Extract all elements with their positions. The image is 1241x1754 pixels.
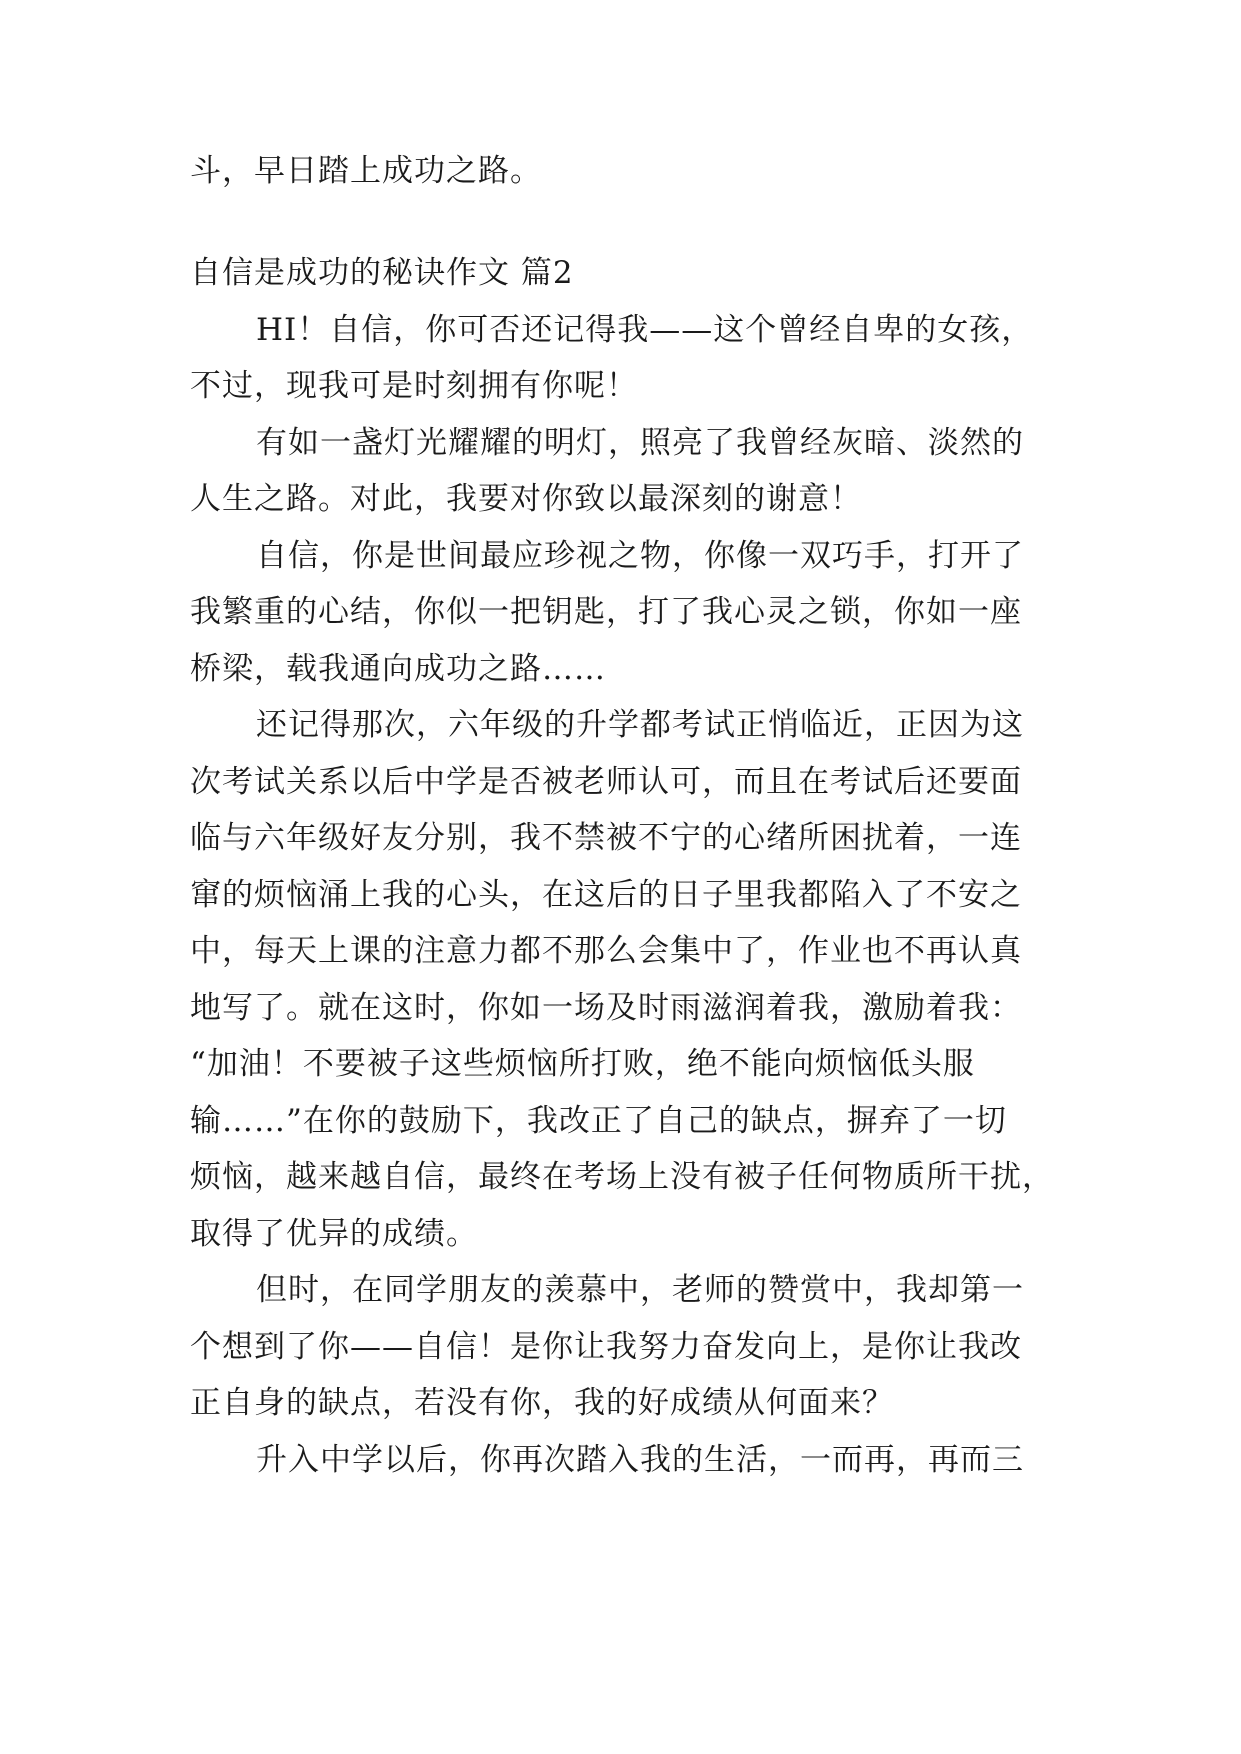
text-line: 正自身的缺点，若没有你，我的好成绩从何面来？	[190, 1385, 894, 1421]
text-line: 有如一盏灯光耀耀的明灯，照亮了我曾经灰暗、淡然的	[256, 425, 1024, 461]
text-line: 次考试关系以后中学是否被老师认可，而且在考试后还要面	[190, 764, 1022, 800]
text-line: 但时，在同学朋友的羡慕中，老师的赞赏中，我却第一	[256, 1272, 1024, 1308]
text-line: 取得了优异的成绩。	[190, 1216, 478, 1252]
text-line: 烦恼，越来越自信，最终在考场上没有被子任何物质所干扰，	[190, 1159, 1054, 1195]
text-line: HI！自信，你可否还记得我——这个曾经自卑的女孩，	[256, 312, 1034, 348]
text-line: 自信，你是世间最应珍视之物，你像一双巧手，打开了	[256, 538, 1024, 574]
text-line: 不过，现我可是时刻拥有你呢！	[190, 368, 638, 404]
text-line: 人生之路。对此，我要对你致以最深刻的谢意！	[190, 481, 862, 517]
text-line: 地写了。就在这时，你如一场及时雨滋润着我，激励着我：	[190, 990, 1022, 1026]
text-line: 中，每天上课的注意力都不那么会集中了，作业也不再认真	[190, 933, 1022, 969]
text-line: 窜的烦恼涌上我的心头，在这后的日子里我都陷入了不安之	[190, 877, 1022, 913]
text-line: 输……”在你的鼓励下，我改正了自己的缺点，摒弃了一切	[190, 1103, 1007, 1139]
text-line: “加油！不要被子这些烦恼所打败，绝不能向烦恼低头服	[190, 1046, 975, 1082]
text-line: 桥梁，载我通向成功之路……	[190, 651, 606, 687]
text-line: 我繁重的心结，你似一把钥匙，打了我心灵之锁，你如一座	[190, 594, 1022, 630]
text-line: 个想到了你——自信！是你让我努力奋发向上，是你让我改	[190, 1329, 1022, 1365]
text-line: 临与六年级好友分别，我不禁被不宁的心绪所困扰着，一连	[190, 820, 1022, 856]
text-line: 升入中学以后，你再次踏入我的生活，一而再，再而三	[256, 1442, 1024, 1478]
text-line: 还记得那次，六年级的升学都考试正悄临近，正因为这	[256, 707, 1024, 743]
text-line: 斗，早日踏上成功之路。	[190, 153, 542, 189]
section-heading: 自信是成功的秘诀作文 篇2	[190, 255, 574, 291]
